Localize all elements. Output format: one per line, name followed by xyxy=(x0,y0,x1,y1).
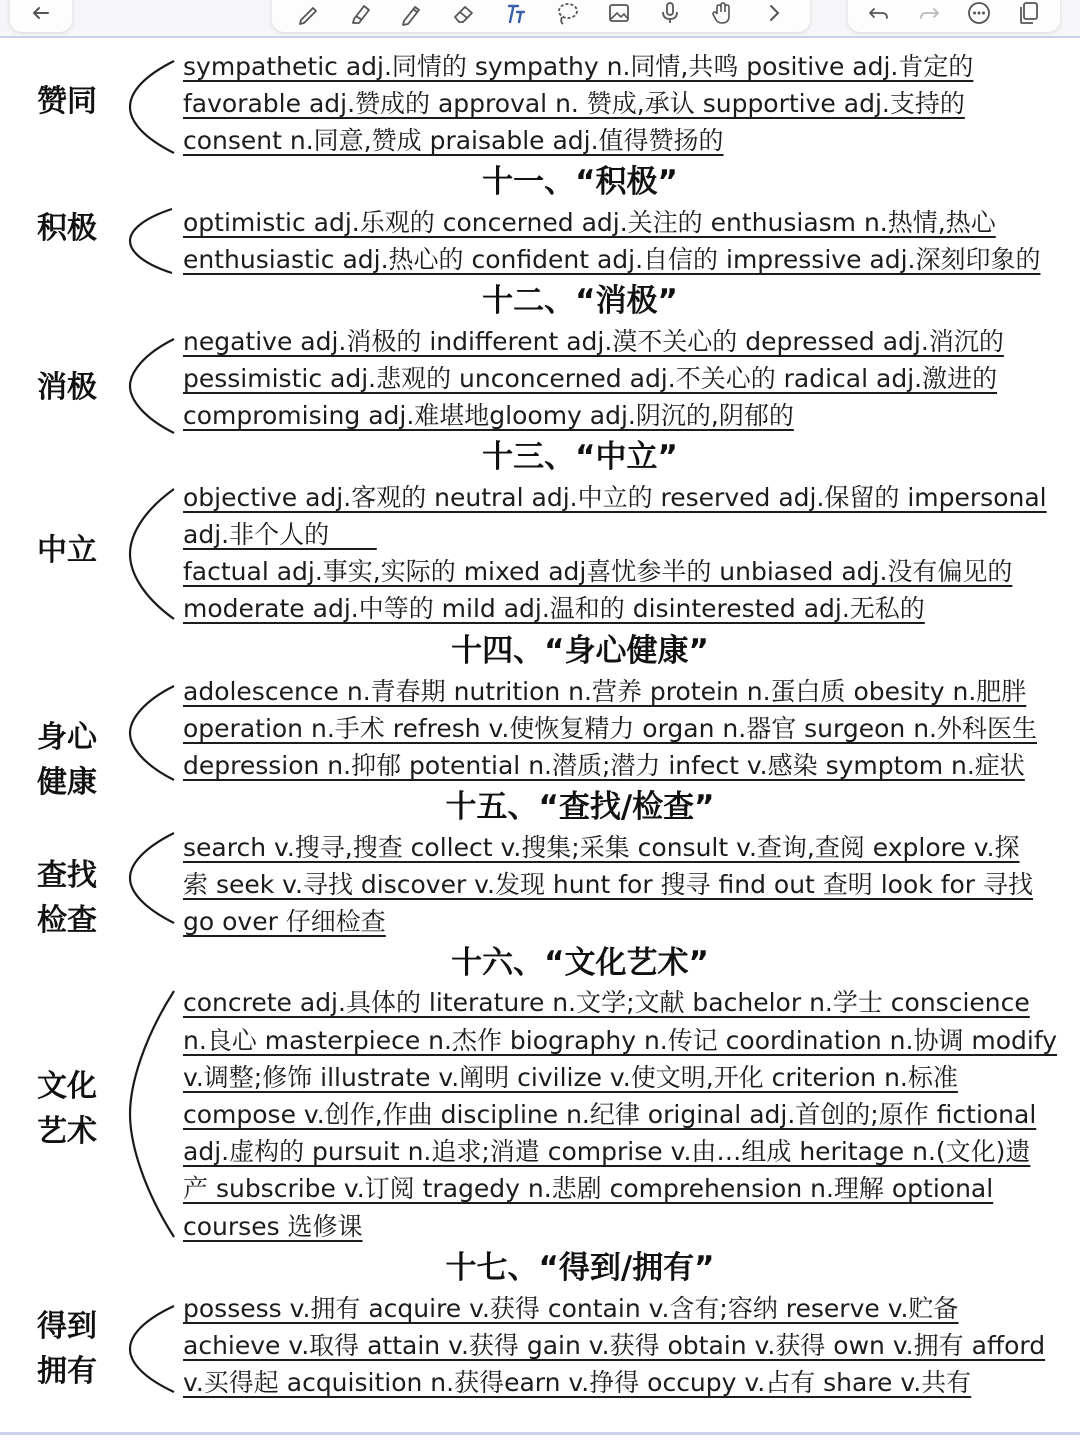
more-icon[interactable] xyxy=(964,0,994,28)
vocab-line: enthusiastic adj.热心的 confident adj.自信的 impressive adj.深刻印象的 xyxy=(183,245,1041,274)
vocab-line: v.调整;修饰 illustrate v.阐明 civilize v.使文明,开化 criterion n.标准 xyxy=(183,1063,958,1092)
brace-bracket xyxy=(122,830,182,926)
vocab-line: search v.搜寻,搜查 collect v.搜集;采集 consult v.查询,查阅 explore v.探 xyxy=(183,833,1020,862)
back-button[interactable] xyxy=(10,0,72,32)
brace-bracket xyxy=(122,683,182,783)
section-heading: 十一、“积极” xyxy=(482,164,678,200)
section-label: 积极 xyxy=(37,211,97,246)
vocab-line: 产 subscribe v.订阅 tragedy n.悲剧 comprehension n.理解 optional xyxy=(183,1174,994,1203)
vocab-line: compromising adj.难堪地gloomy adj.阴沉的,阴郁的 xyxy=(183,401,794,430)
brace-bracket xyxy=(122,486,182,622)
page-bottom-divider xyxy=(0,1432,1080,1435)
drawing-tools xyxy=(272,0,810,32)
vocab-line: optimistic adj.乐观的 concerned adj.关注的 enthusiasm n.热情,热心 xyxy=(183,208,996,237)
brace-bracket xyxy=(122,988,182,1240)
top-toolbar xyxy=(0,0,1080,36)
section-label: 身心 健康 xyxy=(37,720,97,800)
vocab-line: consent n.同意,赞成 praisable adj.值得赞扬的 xyxy=(183,126,724,155)
microphone-icon[interactable] xyxy=(655,0,685,28)
section-label: 赞同 xyxy=(37,84,97,119)
brace-bracket xyxy=(122,58,182,156)
vocab-line: adj.非个人的 xyxy=(183,520,377,549)
brace-bracket xyxy=(122,1303,182,1395)
lasso-icon[interactable] xyxy=(552,0,582,28)
vocab-line: concrete adj.具体的 literature n.文学;文献 bachelor n.学士 conscience xyxy=(183,988,1030,1017)
vocab-line: adolescence n.青春期 nutrition n.营养 protein n.蛋白质 obesity n.肥胖 xyxy=(183,677,1027,706)
section-heading: 十六、“文化艺术” xyxy=(451,945,709,981)
section-heading: 十四、“身心健康” xyxy=(451,633,709,669)
section-label: 消极 xyxy=(37,370,97,405)
vocab-line: moderate adj.中等的 mild adj.温和的 disinterested adj.无私的 xyxy=(183,594,925,623)
text-tool-icon[interactable] xyxy=(500,0,530,28)
vocab-line: depression n.抑郁 potential n.潜质;潜力 infect v.感染 symptom n.症状 xyxy=(183,751,1025,780)
brace-bracket xyxy=(122,336,182,436)
chevron-right-icon[interactable] xyxy=(759,0,789,28)
vocab-line: factual adj.事实,实际的 mixed adj喜忧参半的 unbiased adj.没有偏见的 xyxy=(183,557,1013,586)
vocab-line: objective adj.客观的 neutral adj.中立的 reserved adj.保留的 impersonal xyxy=(183,483,1047,512)
vocab-line: pessimistic adj.悲观的 unconcerned adj.不关心的 radical adj.激进的 xyxy=(183,364,998,393)
vocab-line: n.良心 masterpiece n.杰作 biography n.传记 coordination n.协调 modify xyxy=(183,1026,1058,1055)
section-label: 得到 拥有 xyxy=(37,1309,97,1389)
vocab-line: sympathetic adj.同情的 sympathy n.同情,共鸣 positive adj.肯定的 xyxy=(183,52,974,81)
back-arrow-icon[interactable] xyxy=(26,0,56,28)
image-icon[interactable] xyxy=(604,0,634,28)
section-heading: 十七、“得到/拥有” xyxy=(445,1250,715,1286)
vocab-line: v.买得起 acquisition n.获得earn v.挣得 occupy v.占有 share v.共有 xyxy=(183,1368,972,1397)
vocab-line: favorable adj.赞成的 approval n. 赞成,承认 supportive adj.支持的 xyxy=(183,89,965,118)
pencil-icon[interactable] xyxy=(396,0,426,28)
vocab-line: negative adj.消极的 indifferent adj.漠不关心的 depressed adj.消沉的 xyxy=(183,327,1004,356)
eraser-icon[interactable] xyxy=(448,0,478,28)
vocab-line: operation n.手术 refresh v.使恢复精力 organ n.器官 surgeon n.外科医生 xyxy=(183,714,1037,743)
redo-icon[interactable] xyxy=(914,0,944,28)
section-label: 中立 xyxy=(37,533,97,568)
section-label: 文化 艺术 xyxy=(37,1069,97,1149)
section-heading: 十二、“消极” xyxy=(482,283,678,319)
vocab-line: compose v.创作,作曲 discipline n.纪律 original adj.首创的;原作 fictional xyxy=(183,1100,1037,1129)
brace-bracket xyxy=(122,206,182,276)
highlighter-icon[interactable] xyxy=(345,0,375,28)
vocab-line: courses 选修课 xyxy=(183,1212,363,1241)
vocab-line: achieve v.取得 attain v.获得 gain v.获得 obtain v.获得 own v.拥有 afford xyxy=(183,1331,1046,1360)
section-label: 查找 检查 xyxy=(37,858,97,938)
vocab-line: possess v.拥有 acquire v.获得 contain v.含有;容纳 reserve v.贮备 xyxy=(183,1294,959,1323)
vocab-line: go over 仔细检查 xyxy=(183,907,386,936)
hand-icon[interactable] xyxy=(707,0,737,28)
section-heading: 十三、“中立” xyxy=(482,439,678,475)
vocab-line: 索 seek v.寻找 discover v.发现 hunt for 搜寻 find out 查明 look for 寻找 xyxy=(183,870,1034,899)
toolbar-divider xyxy=(0,36,1080,38)
undo-icon[interactable] xyxy=(864,0,894,28)
history-tools xyxy=(848,0,1060,32)
pages-icon[interactable] xyxy=(1014,0,1044,28)
section-heading: 十五、“查找/检查” xyxy=(445,789,715,825)
vocab-line: adj.虚构的 pursuit n.追求;消遣 comprise v.由…组成 heritage n.(文化)遗 xyxy=(183,1137,1031,1166)
pen-icon[interactable] xyxy=(293,0,323,28)
